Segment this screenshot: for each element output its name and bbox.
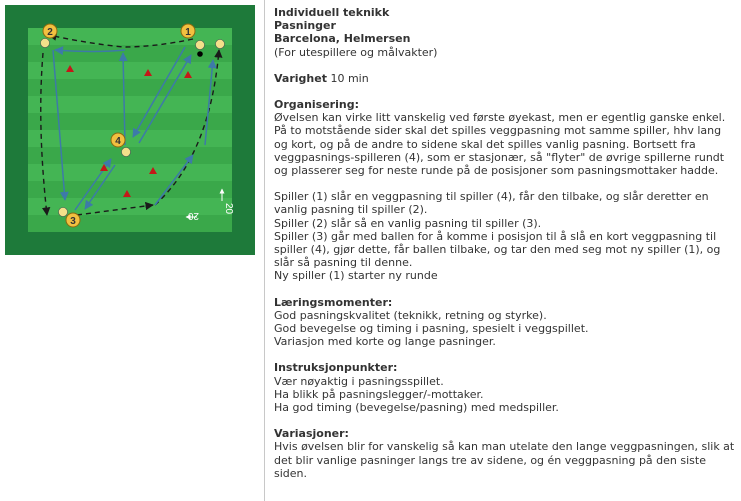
duration-line — [274, 72, 736, 85]
duration-value: 10 min — [330, 71, 369, 85]
drill-subcategory: Pasninger — [274, 19, 336, 33]
paragraph: Spiller (1) slår en veggpasning til spiller (4), får den tilbake, og slår deretter en vanlig pasning til spiller (2). — [274, 190, 709, 217]
paragraph: Spiller (2) slår så en vanlig pasning til spiller (3). — [274, 216, 542, 230]
section-title: Variasjoner: — [274, 427, 349, 441]
drill-description — [274, 6, 736, 480]
drill-diagram — [5, 5, 255, 255]
section-title: Organisering: — [274, 98, 359, 112]
pitch-field — [28, 28, 232, 232]
section-title: Læringsmomenter: — [274, 295, 393, 309]
drill-source: Barcelona, Helmersen — [274, 32, 411, 46]
paragraph: Hvis øvelsen blir for vanskelig så kan man utelate den lange veggpasningen, slik at det blir vanlige pasninger langs tre av sidene, og én veggpasning på den siste siden. — [274, 440, 735, 480]
drill-header — [274, 6, 736, 59]
section-title: Instruksjonpunkter: — [274, 361, 398, 375]
paragraph: Ny spiller (1) starter ny runde — [274, 269, 438, 283]
player-2-label: 2 — [47, 27, 53, 38]
column-divider — [264, 0, 265, 501]
drill-audience: (For utespillere og målvakter) — [274, 45, 438, 59]
list-item: Ha blikk på pasningslegger/-mottaker. — [274, 387, 484, 401]
section-instruksjonpunkter — [274, 361, 736, 414]
dimension-label-horizontal: 20 — [187, 210, 199, 221]
player-3-label: 3 — [70, 216, 76, 227]
player-1-label: 1 — [185, 27, 191, 38]
drill-category: Individuell teknikk — [274, 6, 390, 19]
list-item: God bevegelse og timing i pasning, spesielt i veggspillet. — [274, 322, 589, 336]
list-item: Vær nøyaktig i pasningsspillet. — [274, 374, 444, 388]
paragraph: Spiller (3) går med ballen for å komme i posisjon til å slå en kort veggpasning til spiller (4), gjør dette, får ballen tilbake, og tar den med seg mot ny spiller (1), og slår så pasning til denne. — [274, 229, 721, 270]
section-organisering — [274, 98, 736, 283]
list-item: Variasjon med korte og lange pasninger. — [274, 335, 496, 349]
dimension-label-vertical: 20 — [223, 203, 234, 215]
list-item: God pasningskvalitet (teknikk, retning og styrke). — [274, 308, 547, 322]
paragraph: Øvelsen kan virke litt vanskelig ved første øyekast, men er egentlig ganske enkel. På to motstående sider skal det spilles veggpasning mot samme spiller, hhv lang og kort, og på de andre to sidene skal det spilles vanlig pasning. Bortsett fra veggpasnings-spilleren (4), som er stasjonær, så "flyter" de øvrige spillerne rundt og plasserer seg for neste runde på de posisjoner som pasningsmottaker hadde. — [274, 111, 726, 178]
section-laeringsmomenter — [274, 296, 736, 349]
player-4-label: 4 — [115, 136, 121, 147]
section-variasjoner — [274, 427, 736, 480]
list-item: Ha god timing (bevegelse/pasning) med medspiller. — [274, 401, 559, 415]
duration-label: Varighet — [274, 71, 327, 85]
